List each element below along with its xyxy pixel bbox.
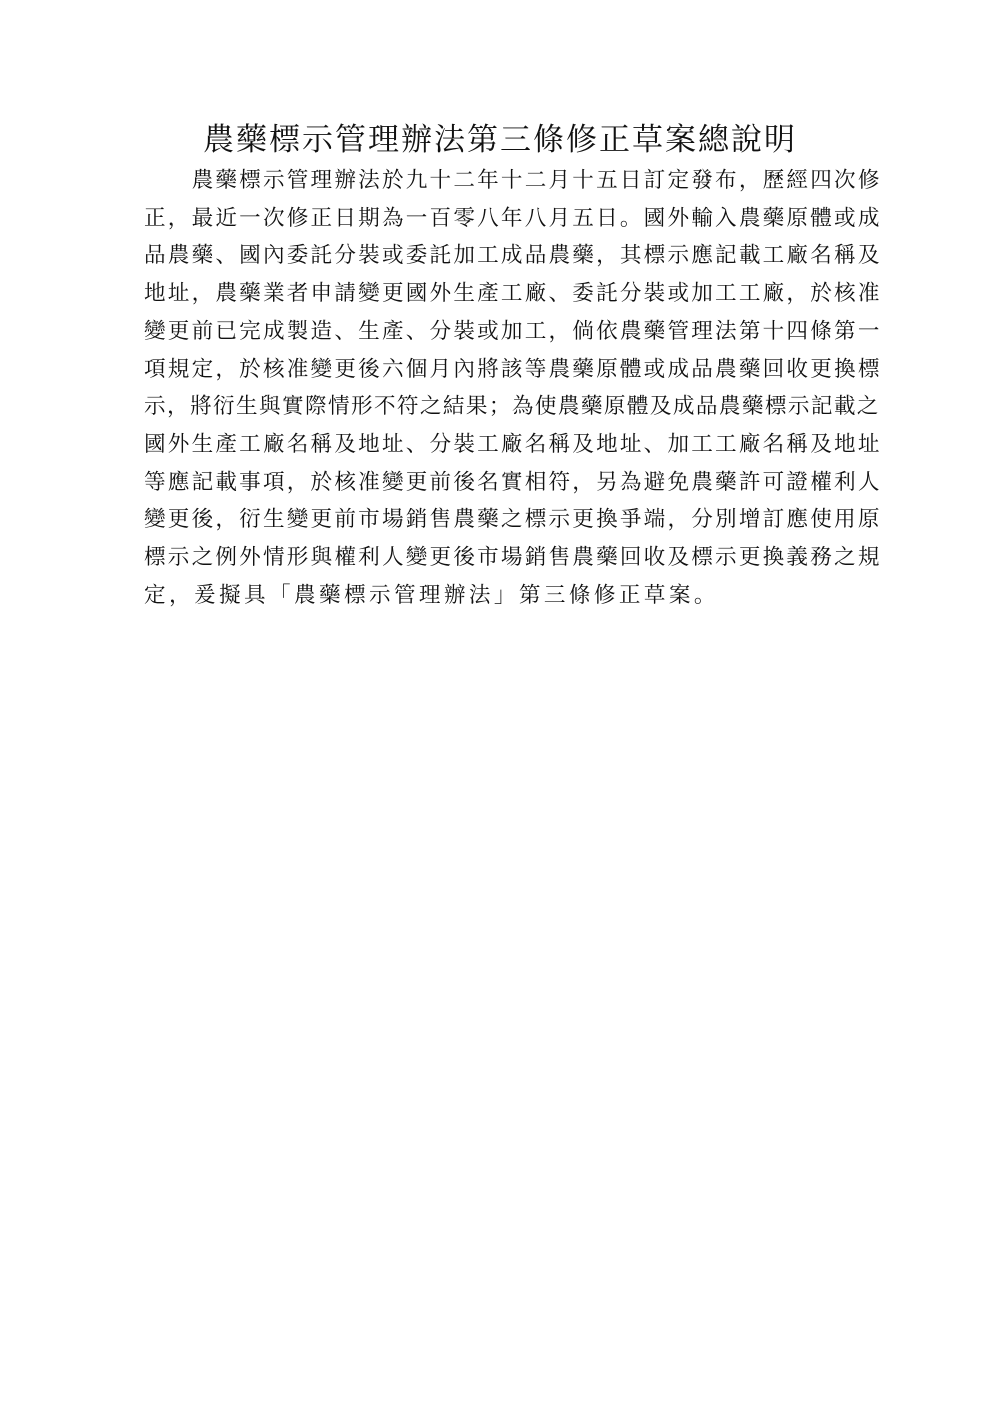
body-line-7: 示，將衍生與實際情形不符之結果；為使農藥原體及成品農藥標示記載之 bbox=[144, 394, 880, 420]
body-line-11: 標示之例外情形與權利人變更後市場銷售農藥回收及標示更換義務之規 bbox=[144, 545, 882, 571]
body-line-10: 變更後，衍生變更前市場銷售農藥之標示更換爭端，分別增訂應使用原 bbox=[144, 507, 882, 533]
body-line-5: 變更前已完成製造、生產、分裝或加工，倘依農藥管理法第十四條第一 bbox=[144, 318, 882, 344]
body-line-3: 品農藥、國內委託分裝或委託加工成品農藥，其標示應記載工廠名稱及 bbox=[144, 243, 882, 269]
body-line-8: 國外生產工廠名稱及地址、分裝工廠名稱及地址、加工工廠名稱及地址 bbox=[144, 431, 882, 457]
body-line-6: 項規定，於核准變更後六個月內將該等農藥原體或成品農藥回收更換標 bbox=[144, 356, 882, 382]
body-line-12: 定，爰擬具「農藥標示管理辦法」第三條修正草案。 bbox=[144, 582, 719, 608]
body-line-2: 正，最近一次修正日期為一百零八年八月五日。國外輸入農藥原體或成 bbox=[144, 205, 882, 231]
body-line-1: 農藥標示管理辦法於九十二年十二月十五日訂定發布，歷經四次修 bbox=[144, 168, 882, 193]
document-body bbox=[144, 162, 884, 614]
body-line-9: 等應記載事項，於核准變更前後名實相符，另為避免農藥許可證權利人 bbox=[144, 469, 882, 495]
body-line-4: 地址，農藥業者申請變更國外生產工廠、委託分裝或加工工廠，於核准 bbox=[144, 281, 882, 307]
document-title: 農藥標示管理辦法第三條修正草案總說明 bbox=[203, 122, 797, 158]
